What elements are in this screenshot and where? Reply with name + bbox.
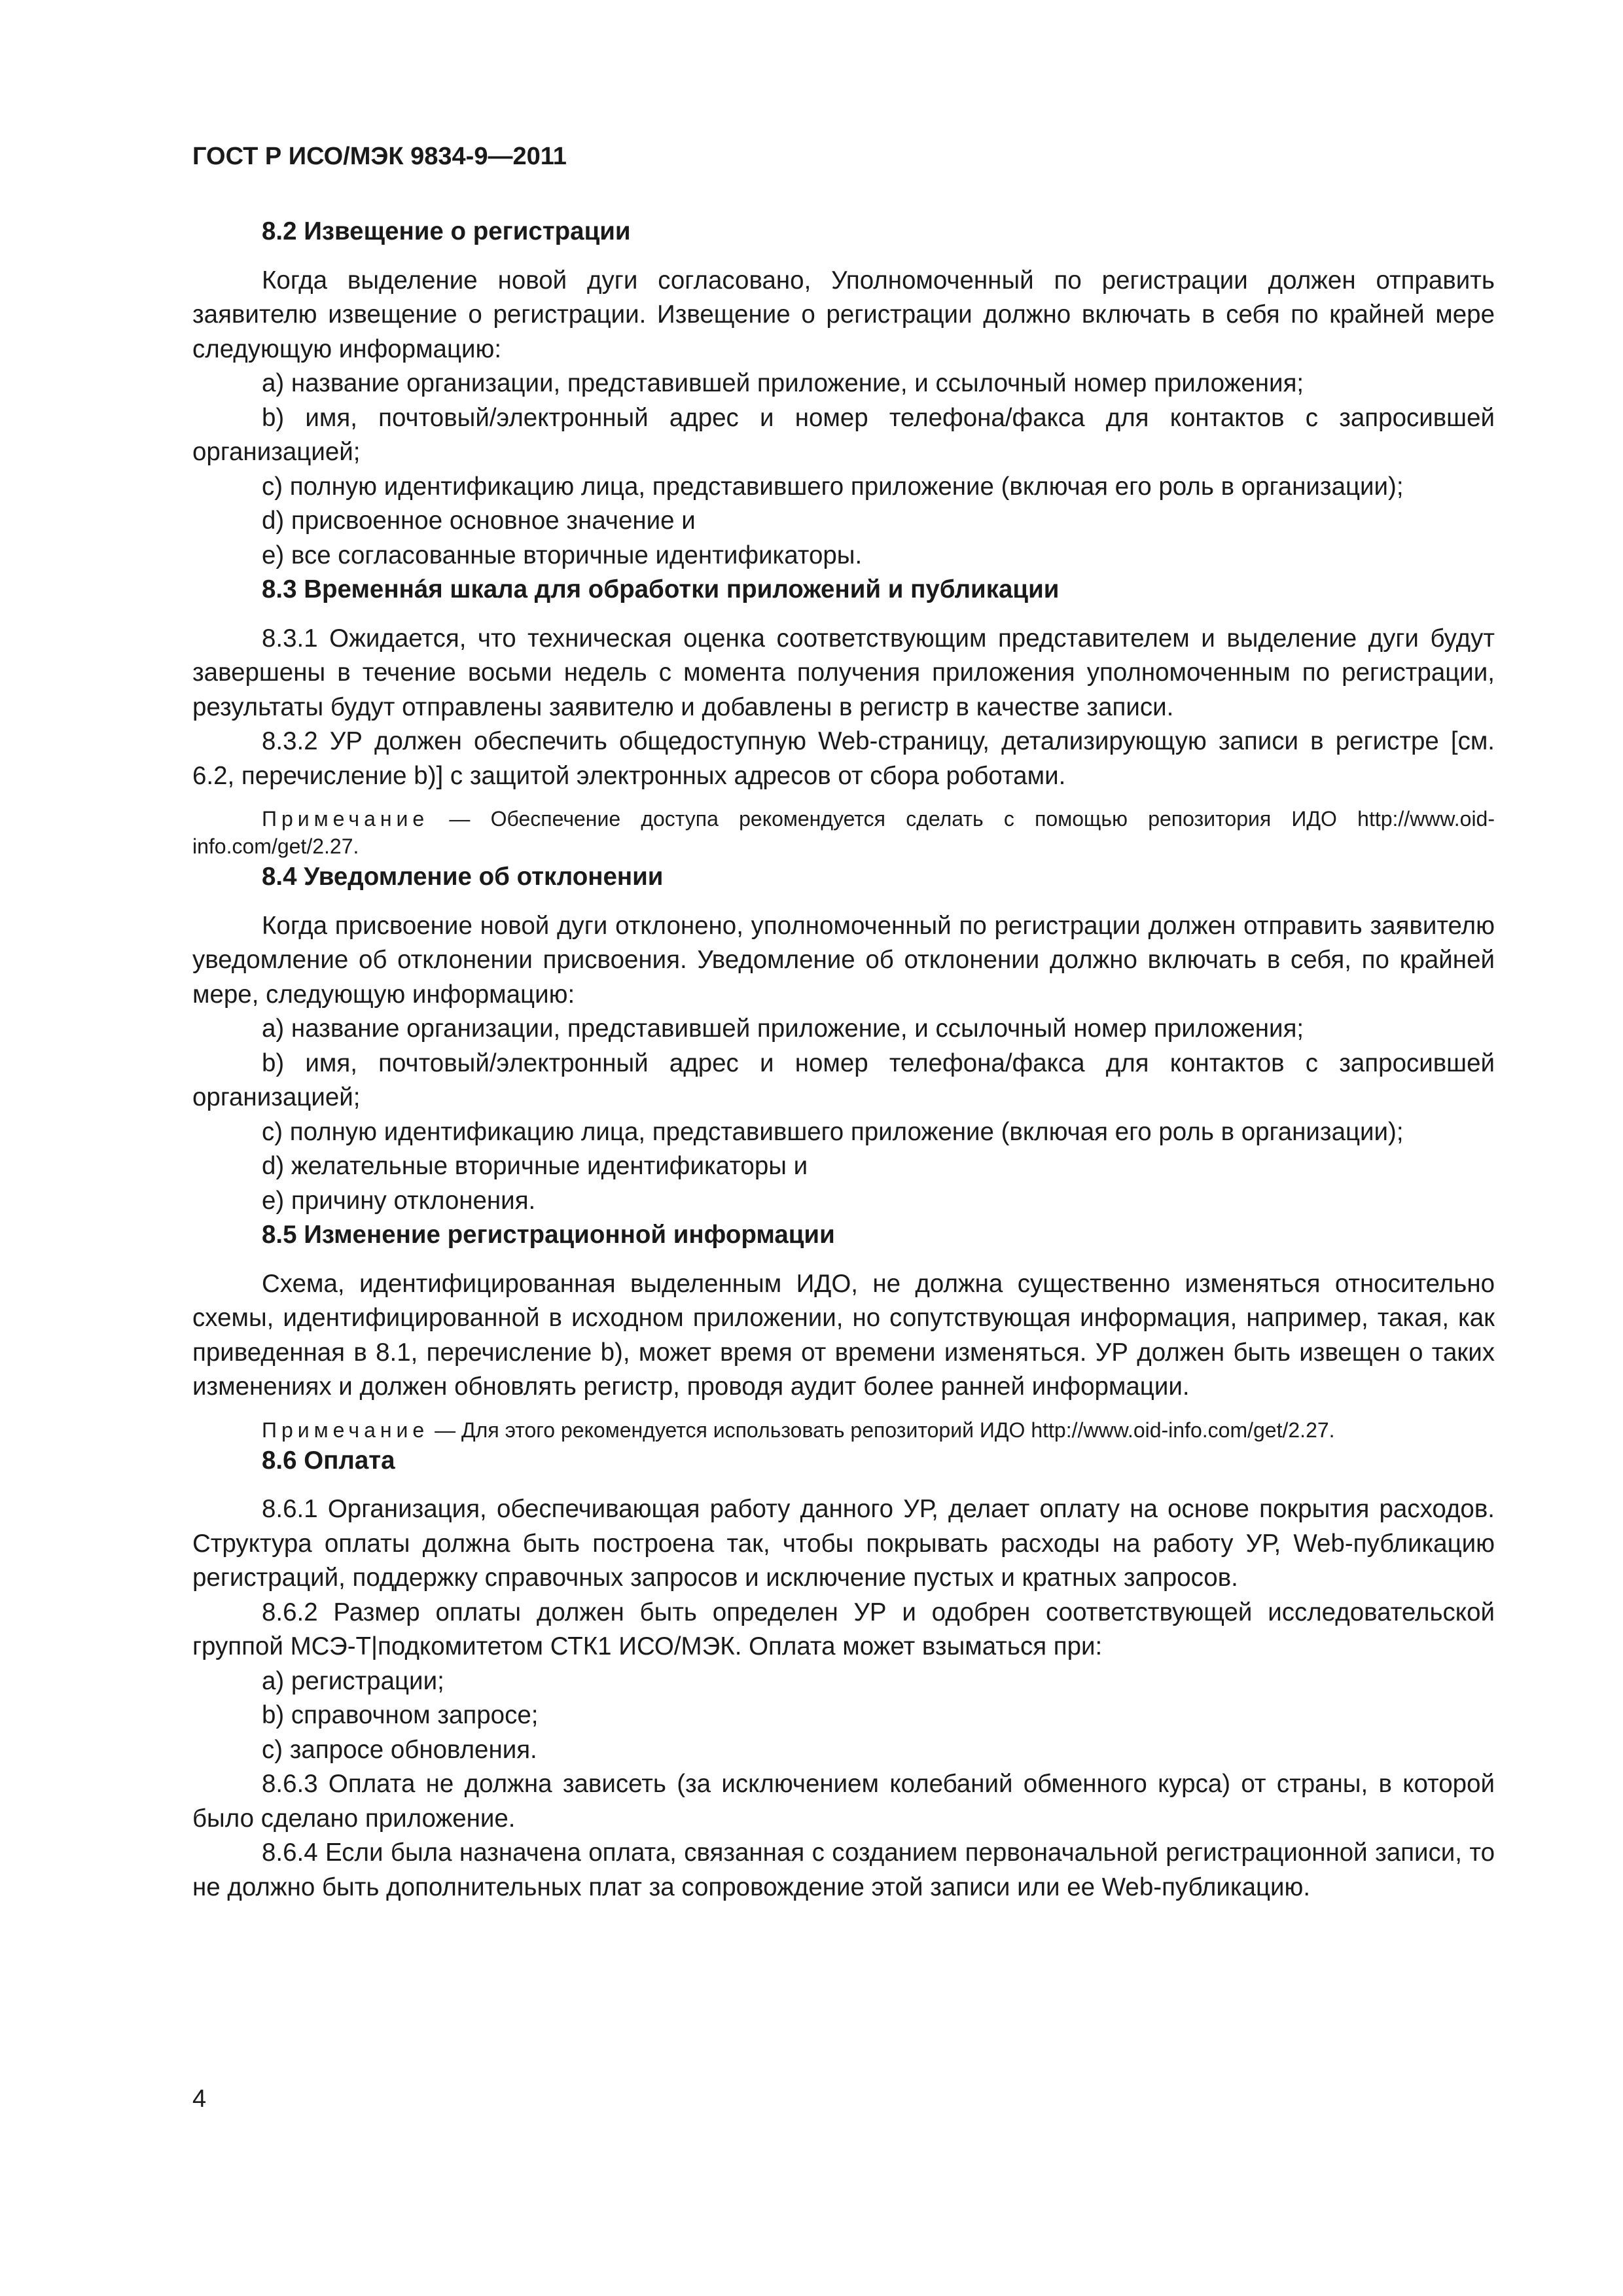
paragraph: Когда выделение новой дуги согласовано, Уполномоченный по регистрации должен отправить заявителю извещение о регистрации. Извещение о регистрации должно включать в себя по крайней мере следующую информацию: xyxy=(192,266,1495,363)
note-text: — Обеспечение доступа рекомендуется сделать с помощью репозитория ИДО http://www.oid-info.com/get/2.27. xyxy=(192,807,1495,858)
document-body xyxy=(192,215,1495,1905)
list-item: d) присвоенное основное значение и xyxy=(262,507,696,535)
standard-code-header: ГОСТ Р ИСО/МЭК 9834-9—2011 xyxy=(192,143,567,170)
paragraph: 8.3.1 Ожидается, что техническая оценка соответствующим представителем и выделение дуги будут завершены в течение восьми недель с момента получения приложения уполномоченным по регистрации, результаты будут отправлены заявителю и добавлены в регистр в качестве записи. xyxy=(192,624,1495,721)
paragraph: 8.6.2 Размер оплаты должен быть определен УР и одобрен соответствующей исследовательской группой МСЭ-Т|подкомитетом СТК1 ИСО/МЭК. Оплата может взыматься при: xyxy=(192,1598,1495,1660)
list-item: c) запросе обновления. xyxy=(262,1735,537,1764)
list-item: a) регистрации; xyxy=(262,1666,444,1695)
list-item: d) желательные вторичные идентификаторы и xyxy=(262,1152,808,1180)
section-heading-8-5: 8.5 Изменение регистрационной информации xyxy=(262,1221,835,1249)
page-number: 4 xyxy=(192,2085,207,2113)
note-label: Примечание xyxy=(262,807,429,831)
paragraph: 8.6.4 Если была назначена оплата, связанная с созданием первоначальной регистрационной записи, то не должно быть дополнительных плат за сопровождение этой записи или ее Web-публикацию. xyxy=(192,1839,1495,1901)
paragraph: 8.6.3 Оплата не должна зависеть (за исключением колебаний обменного курса) от страны, в которой было сделано приложение. xyxy=(192,1770,1495,1833)
paragraph: Схема, идентифицированная выделенным ИДО, не должна существенно изменяться относительно схемы, идентифицированной в исходном приложении, но сопутствующая информация, например, такая, как приведенная в 8.1, перечисление b), может время от времени изменяться. УР должен быть извещен о таких изменениях и должен обновлять регистр, проводя аудит более ранней информации. xyxy=(192,1269,1495,1401)
list-item: b) имя, почтовый/электронный адрес и номер телефона/факса для контактов с запросившей организацией; xyxy=(192,403,1495,466)
section-heading-8-2: 8.2 Извещение о регистрации xyxy=(262,217,631,245)
list-item: b) имя, почтовый/электронный адрес и номер телефона/факса для контактов с запросившей организацией; xyxy=(192,1049,1495,1111)
note-label: Примечание xyxy=(262,1418,429,1442)
section-heading-8-6: 8.6 Оплата xyxy=(262,1446,395,1475)
note-text: — Для этого рекомендуется использовать репозиторий ИДО http://www.oid-info.com/get/2.27. xyxy=(429,1418,1335,1442)
list-item: c) полную идентификацию лица, представившего приложение (включая его роль в организации); xyxy=(262,472,1404,501)
section-heading-8-4: 8.4 Уведомление об отклонении xyxy=(262,863,664,891)
list-item: e) все согласованные вторичные идентификаторы. xyxy=(262,541,863,569)
list-item: e) причину отклонения. xyxy=(262,1186,536,1215)
list-item: b) справочном запросе; xyxy=(262,1701,539,1729)
section-heading-8-3: 8.3 Временнáя шкала для обработки приложений и публикации xyxy=(262,575,1060,603)
note xyxy=(192,1416,1495,1444)
paragraph: Когда присвоение новой дуги отклонено, уполномоченный по регистрации должен отправить заявителю уведомление об отклонении присвоения. Уведомление об отклонении должно включать в себя, по крайней мере, следующую информацию: xyxy=(192,911,1495,1009)
list-item: c) полную идентификацию лица, представившего приложение (включая его роль в организации); xyxy=(262,1117,1404,1146)
paragraph: 8.6.1 Организация, обеспечивающая работу данного УР, делает оплату на основе покрытия расходов. Структура оплаты должна быть построена так, чтобы покрывать расходы на работу УР, Web-публикацию регистраций, поддержку справочных запросов и исключение пустых и кратных запросов. xyxy=(192,1495,1495,1592)
note xyxy=(192,805,1495,860)
paragraph: 8.3.2 УР должен обеспечить общедоступную Web-страницу, детализирующую записи в регистре [см. 6.2, перечисление b)] с защитой электронных адресов от сбора роботами. xyxy=(192,727,1495,790)
list-item: a) название организации, представившей приложение, и ссылочный номер приложения; xyxy=(262,1014,1304,1043)
list-item: a) название организации, представившей приложение, и ссылочный номер приложения; xyxy=(262,369,1304,397)
